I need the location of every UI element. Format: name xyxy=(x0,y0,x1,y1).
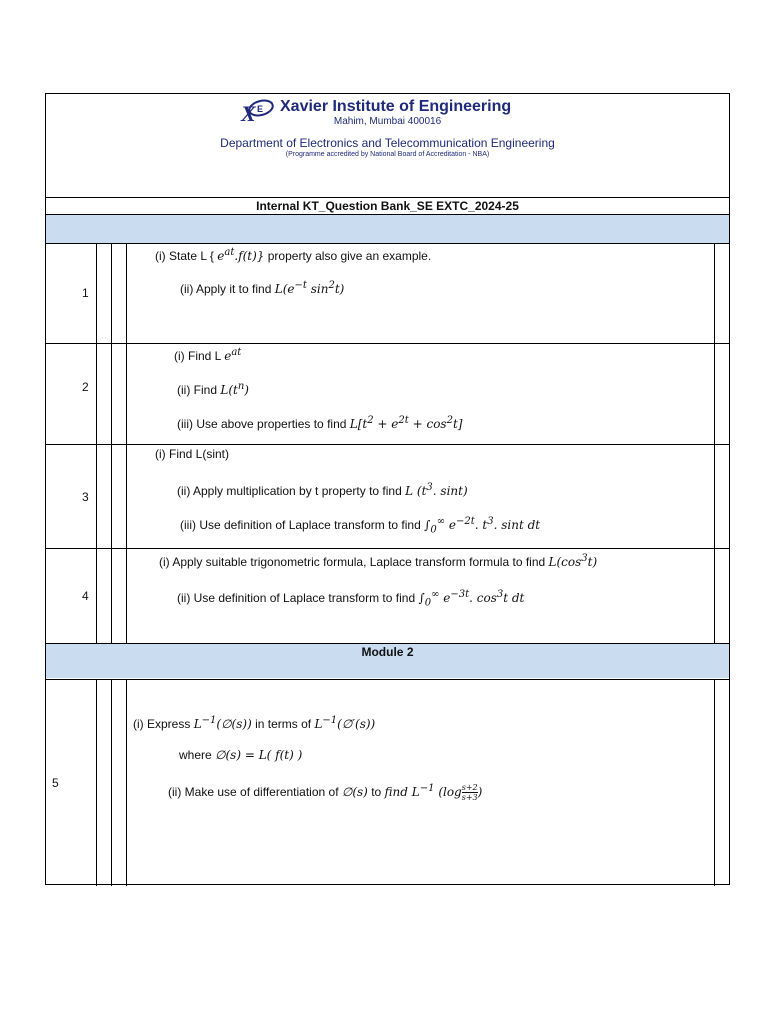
divider xyxy=(46,548,729,549)
divider xyxy=(46,197,729,198)
svg-text:E: E xyxy=(257,104,264,114)
math-expression: $L^{-1}(\emptyset(s))$ xyxy=(193,715,252,731)
math-expression: $\int_0^\infty$ $e^{-3t}$. $\cos^3t$ dt xyxy=(418,589,525,609)
column-line xyxy=(111,679,112,886)
question-part: (iii) Use above properties to find $L[t^2 + e^{2t} + \cos^2t]$ xyxy=(177,415,463,431)
question-part: (ii) Apply it to find $L(e^{-t}$ $\sin^2t$) xyxy=(180,280,345,296)
question-number: 2 xyxy=(82,380,89,394)
math-expression: ∅(s) xyxy=(341,785,368,799)
math-expression: $L(e^{-t}$ $\sin^2t$) xyxy=(274,280,345,296)
math-expression: L ($t^3$. sint) xyxy=(405,482,468,498)
question-bank-document xyxy=(45,93,730,885)
column-line xyxy=(126,679,127,886)
column-line xyxy=(126,243,127,643)
divider xyxy=(46,243,729,244)
module-2-heading: Module 2 xyxy=(361,645,414,659)
question-number: 4 xyxy=(82,589,89,603)
question-part: (i) Find L(sint) xyxy=(155,447,230,461)
column-line xyxy=(96,679,97,886)
math-expression: $e^{at}.f(t)$} xyxy=(217,247,265,263)
institute-name: Xavier Institute of Engineering xyxy=(280,98,512,115)
question-part: (ii) Find $L(t^n)$ xyxy=(177,381,249,397)
column-line xyxy=(714,243,715,643)
svg-text:X: X xyxy=(241,101,256,125)
question-part: (i) State L { $e^{at}.f(t)$} property also give an example. xyxy=(155,247,432,263)
math-expression: $L(t^n)$ xyxy=(220,381,249,397)
divider xyxy=(46,343,729,344)
accreditation-note: (Programme accredited by National Board of Accreditation - NBA) xyxy=(285,151,490,158)
question-part: (i) Express $L^{-1}(\emptyset(s))$ in terms of $L^{-1}(\emptyset'(s))$ xyxy=(133,715,376,731)
question-part: (i) Find L $e^{at}$ xyxy=(174,347,242,363)
module-1-band xyxy=(46,215,729,243)
question-part: (iii) Use definition of Laplace transform to find $\int_0^\infty$ $e^{-2t}$. $t^3$. sint dt xyxy=(180,516,541,536)
math-expression: find $L^{-1}$ (log xyxy=(384,783,462,799)
log-fraction: $\frac{s+2}{s+3}$ xyxy=(461,783,478,803)
question-part: where ∅(s) = L( f(t) ) xyxy=(179,748,303,762)
math-expression: $e^{at}$ xyxy=(224,347,242,363)
question-part: (ii) Apply multiplication by t property to find L ($t^3$. sint) xyxy=(177,482,468,498)
question-part: (ii) Make use of differentiation of ∅(s) to find $L^{-1}$ (log $\frac{s+2}{s+3}$ ) xyxy=(168,783,483,803)
institute-location: Mahim, Mumbai 400016 xyxy=(333,116,442,127)
question-number: 5 xyxy=(52,776,59,790)
question-number: 3 xyxy=(82,490,89,504)
divider xyxy=(46,679,729,680)
department-name: Department of Electronics and Telecommunication Engineering xyxy=(220,136,555,150)
column-line xyxy=(714,679,715,886)
question-number: 1 xyxy=(82,286,89,300)
math-expression: $L^{-1}(\emptyset'(s))$ xyxy=(314,715,376,731)
document-title: Internal KT_Question Bank_SE EXTC_2024-25 xyxy=(256,199,519,213)
divider xyxy=(46,444,729,445)
math-expression: ∅(s) = L( f(t) ) xyxy=(215,748,303,762)
column-line xyxy=(111,243,112,643)
column-line xyxy=(96,243,97,643)
math-expression: $L(\cos^3t)$ xyxy=(548,553,598,569)
math-expression: $L[t^2 + e^{2t} + \cos^2t]$ xyxy=(349,415,463,431)
question-part: (i) Apply suitable trigonometric formula, Laplace transform formula to find $L(\cos^3t)$ xyxy=(159,553,598,569)
question-part: (ii) Use definition of Laplace transform to find $\int_0^\infty$ $e^{-3t}$. $\cos^3t$ dt xyxy=(177,589,525,609)
math-expression: $\int_0^\infty$ $e^{-2t}$. $t^3$. sint dt xyxy=(424,516,541,536)
